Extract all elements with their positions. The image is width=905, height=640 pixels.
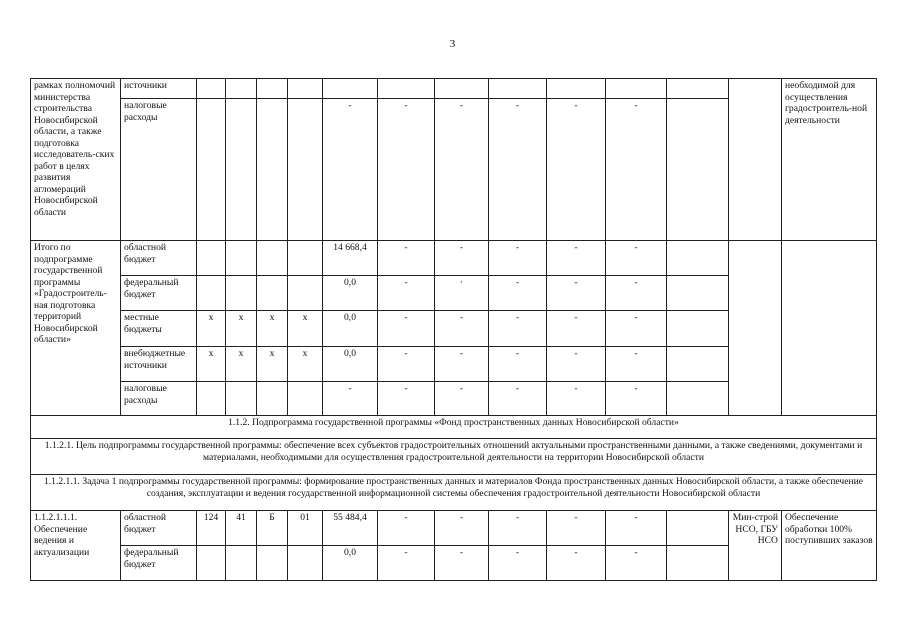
- source-cell: областной бюджет: [121, 241, 197, 276]
- task-heading: 1.1.2.1.1. Задача 1 подпрограммы государственной программы: формирование пространственных данных и материалов Фонда пространственных данных Новосибирской области, а также обеспечение создания, эксплуатации и ведения государственной информационной системы обеспечения градостроительной деятельности Новосибирской области: [31, 475, 877, 511]
- code-cell: [226, 276, 257, 311]
- code-cell: [257, 99, 288, 241]
- code-cell: x: [288, 311, 323, 347]
- source-cell: налоговые расходы: [121, 382, 197, 416]
- year-cell: [667, 347, 729, 382]
- amount-cell: 55 484,4: [323, 511, 378, 546]
- year-cell: -: [435, 347, 489, 382]
- code-cell: [197, 99, 226, 241]
- year-cell: -: [435, 546, 489, 581]
- code-cell: 01: [288, 511, 323, 546]
- year-cell: -: [378, 347, 435, 382]
- year-cell: -: [547, 347, 606, 382]
- year-cell: -: [435, 241, 489, 276]
- code-cell: [226, 546, 257, 581]
- amount-cell: 0,0: [323, 347, 378, 382]
- table-row: [31, 241, 877, 276]
- year-cell: -: [489, 276, 547, 311]
- code-cell: [197, 546, 226, 581]
- subprogram-heading: 1.1.2. Подпрограмма государственной программы «Фонд пространственных данных Новосибирской области»: [31, 416, 877, 439]
- amount-cell: 14 668,4: [323, 241, 378, 276]
- year-cell: -: [489, 99, 547, 241]
- event-name-cell: 1.1.2.1.1.1. Обеспечение ведения и актуализации: [31, 511, 121, 581]
- code-cell: 41: [226, 511, 257, 546]
- code-cell: [288, 99, 323, 241]
- year-cell: -: [378, 382, 435, 416]
- result-cell: необходимой для осуществления градостроитель-ной деятельности: [782, 79, 877, 241]
- year-cell: -: [606, 241, 667, 276]
- code-cell: [257, 382, 288, 416]
- year-cell: -: [547, 382, 606, 416]
- code-cell: 124: [197, 511, 226, 546]
- result-cell: Обеспечение обработки 100% поступивших заказов: [782, 511, 877, 581]
- code-cell: x: [257, 347, 288, 382]
- year-cell: -: [489, 347, 547, 382]
- code-cell: x: [226, 347, 257, 382]
- amount-cell: 0,0: [323, 311, 378, 347]
- year-cell: -: [547, 99, 606, 241]
- code-cell: x: [197, 347, 226, 382]
- code-cell: [288, 546, 323, 581]
- year-cell: -: [435, 99, 489, 241]
- code-cell: [226, 79, 257, 99]
- year-cell: -: [606, 99, 667, 241]
- code-cell: [197, 79, 226, 99]
- code-cell: x: [257, 311, 288, 347]
- year-cell: -: [378, 276, 435, 311]
- year-cell: [667, 311, 729, 347]
- table-row: [31, 79, 877, 99]
- year-cell: -: [547, 311, 606, 347]
- source-cell: федеральный бюджет: [121, 276, 197, 311]
- code-cell: [197, 276, 226, 311]
- year-cell: [667, 276, 729, 311]
- year-cell: [667, 546, 729, 581]
- executor-cell: Мин-строй НСО, ГБУ НСО: [729, 511, 782, 581]
- budget-table: [30, 78, 877, 581]
- year-cell: [435, 79, 489, 99]
- code-cell: [288, 241, 323, 276]
- code-cell: [197, 241, 226, 276]
- year-cell: -: [547, 241, 606, 276]
- source-cell: местные бюджеты: [121, 311, 197, 347]
- code-cell: [288, 79, 323, 99]
- year-cell: -: [547, 276, 606, 311]
- year-cell: ·: [435, 276, 489, 311]
- code-cell: x: [226, 311, 257, 347]
- code-cell: Б: [257, 511, 288, 546]
- year-cell: -: [606, 311, 667, 347]
- year-cell: -: [489, 241, 547, 276]
- code-cell: [288, 276, 323, 311]
- year-cell: -: [378, 546, 435, 581]
- code-cell: [257, 79, 288, 99]
- source-cell: внебюджетные источники: [121, 347, 197, 382]
- source-cell: налоговые расходы: [121, 99, 197, 241]
- year-cell: -: [378, 511, 435, 546]
- year-cell: -: [547, 511, 606, 546]
- executor-cell: [729, 79, 782, 241]
- year-cell: -: [435, 511, 489, 546]
- heading-row: [31, 416, 877, 439]
- year-cell: -: [489, 511, 547, 546]
- year-cell: -: [606, 276, 667, 311]
- page-number: 3: [449, 38, 456, 50]
- code-cell: [257, 546, 288, 581]
- code-cell: x: [288, 347, 323, 382]
- year-cell: -: [606, 347, 667, 382]
- amount-cell: -: [323, 382, 378, 416]
- year-cell: [667, 79, 729, 99]
- year-cell: -: [489, 311, 547, 347]
- code-cell: [226, 241, 257, 276]
- amount-cell: -: [323, 99, 378, 241]
- year-cell: -: [606, 511, 667, 546]
- heading-row: [31, 439, 877, 475]
- year-cell: [547, 79, 606, 99]
- year-cell: [489, 79, 547, 99]
- year-cell: [667, 382, 729, 416]
- code-cell: [226, 99, 257, 241]
- year-cell: -: [489, 382, 547, 416]
- year-cell: -: [606, 382, 667, 416]
- source-cell: источники: [121, 79, 197, 99]
- year-cell: [606, 79, 667, 99]
- code-cell: [288, 382, 323, 416]
- code-cell: [257, 276, 288, 311]
- source-cell: федеральный бюджет: [121, 546, 197, 581]
- source-cell: областной бюджет: [121, 511, 197, 546]
- goal-heading: 1.1.2.1. Цель подпрограммы государственной программы: обеспечение всех субъектов градостроительных отношений актуальными пространственными данными, а также сведениями, документами и материалами, необходимыми для осуществления градостроительной деятельности на территории Новосибирской области: [31, 439, 877, 475]
- amount-cell: [323, 79, 378, 99]
- event-name-cell: рамках полномочий министерства строительства Новосибирской области, а также подготовка исследователь-ских работ в целях развития агломераций Новосибирской области: [31, 79, 121, 241]
- year-cell: [667, 99, 729, 241]
- executor-cell: [729, 241, 782, 416]
- code-cell: [257, 241, 288, 276]
- year-cell: -: [378, 241, 435, 276]
- year-cell: [378, 79, 435, 99]
- year-cell: -: [378, 99, 435, 241]
- amount-cell: 0,0: [323, 276, 378, 311]
- code-cell: [226, 382, 257, 416]
- year-cell: -: [606, 546, 667, 581]
- result-cell: [782, 241, 877, 416]
- table-row: [31, 511, 877, 546]
- year-cell: -: [547, 546, 606, 581]
- year-cell: [667, 511, 729, 546]
- amount-cell: 0,0: [323, 546, 378, 581]
- code-cell: x: [197, 311, 226, 347]
- year-cell: [667, 241, 729, 276]
- heading-row: [31, 475, 877, 511]
- year-cell: -: [489, 546, 547, 581]
- year-cell: -: [378, 311, 435, 347]
- code-cell: [197, 382, 226, 416]
- year-cell: -: [435, 382, 489, 416]
- subtotal-name-cell: Итого по подпрограмме государственной программы «Градостроитель-ная подготовка территорий Новосибирской области»: [31, 241, 121, 416]
- year-cell: -: [435, 311, 489, 347]
